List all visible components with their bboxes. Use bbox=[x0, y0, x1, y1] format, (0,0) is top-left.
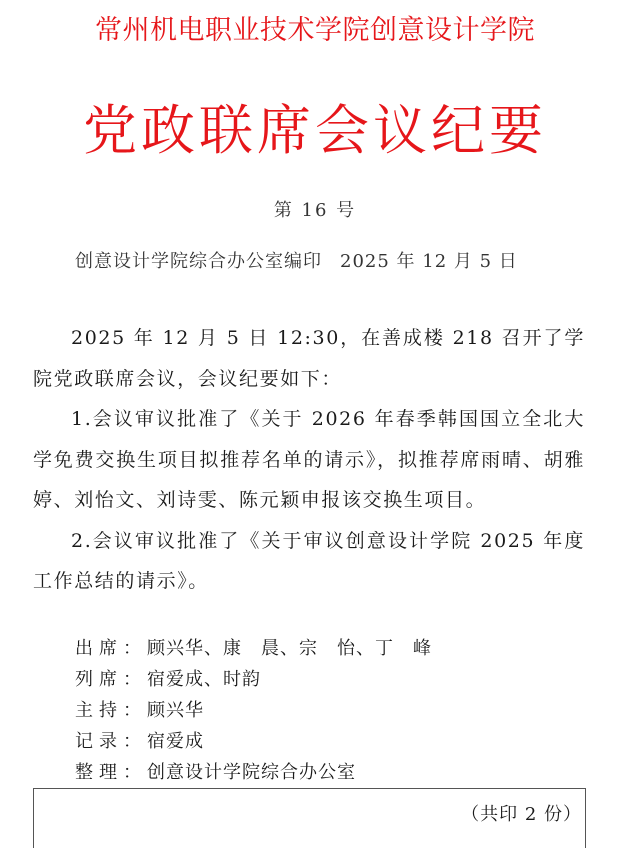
roster-row-compiler bbox=[75, 757, 432, 788]
roster-row-chair bbox=[75, 695, 432, 726]
roster-value: 顾兴华、康 晨、宗 怡、丁 峰 bbox=[147, 638, 432, 659]
roster-value: 创意设计学院综合办公室 bbox=[147, 762, 356, 783]
body-paragraph: 1.会议审议批准了《关于 2026 年春季韩国国立全北大学免费交换生项目拟推荐名单的请示》，拟推荐席雨晴、胡雅婷、刘怡文、刘诗雯、陈元颖申报该交换生项目。 bbox=[33, 408, 585, 511]
roster-value: 顾兴华 bbox=[147, 700, 204, 721]
roster-label: 主持： bbox=[75, 700, 147, 721]
organization-header: 常州机电职业技术学院创意设计学院 bbox=[95, 15, 535, 46]
roster-label: 出席： bbox=[75, 638, 147, 659]
copies-count: （共印 2 份） bbox=[461, 804, 582, 825]
roster-row-observe bbox=[75, 664, 432, 695]
roster-row-recorder bbox=[75, 726, 432, 757]
issuer-line bbox=[75, 247, 518, 273]
document-title: 党政联席会议纪要 bbox=[83, 99, 547, 162]
body-paragraph: 2025 年 12 月 5 日 12:30，在善成楼 218 召开了学院党政联席会议，会议纪要如下： bbox=[33, 327, 585, 390]
roster-value: 宿爱成、时韵 bbox=[147, 669, 261, 690]
attendance-roster bbox=[75, 633, 432, 788]
body-paragraph: 2.会议审议批准了《关于审议创意设计学院 2025 年度工作总结的请示》。 bbox=[33, 529, 585, 592]
roster-row-attend bbox=[75, 633, 432, 664]
roster-value: 宿爱成 bbox=[147, 731, 204, 752]
issue-date: 2025 年 12 月 5 日 bbox=[340, 251, 518, 272]
footer-divider bbox=[33, 788, 585, 789]
minutes-body bbox=[33, 318, 585, 602]
footer-border-left bbox=[33, 788, 34, 848]
roster-label: 记录： bbox=[75, 731, 147, 752]
document-number: 第 16 号 bbox=[273, 200, 357, 221]
roster-label: 列席： bbox=[75, 669, 147, 690]
issuer: 创意设计学院综合办公室编印 bbox=[75, 251, 322, 272]
footer-border-right bbox=[585, 788, 586, 848]
roster-label: 整理： bbox=[75, 762, 147, 783]
